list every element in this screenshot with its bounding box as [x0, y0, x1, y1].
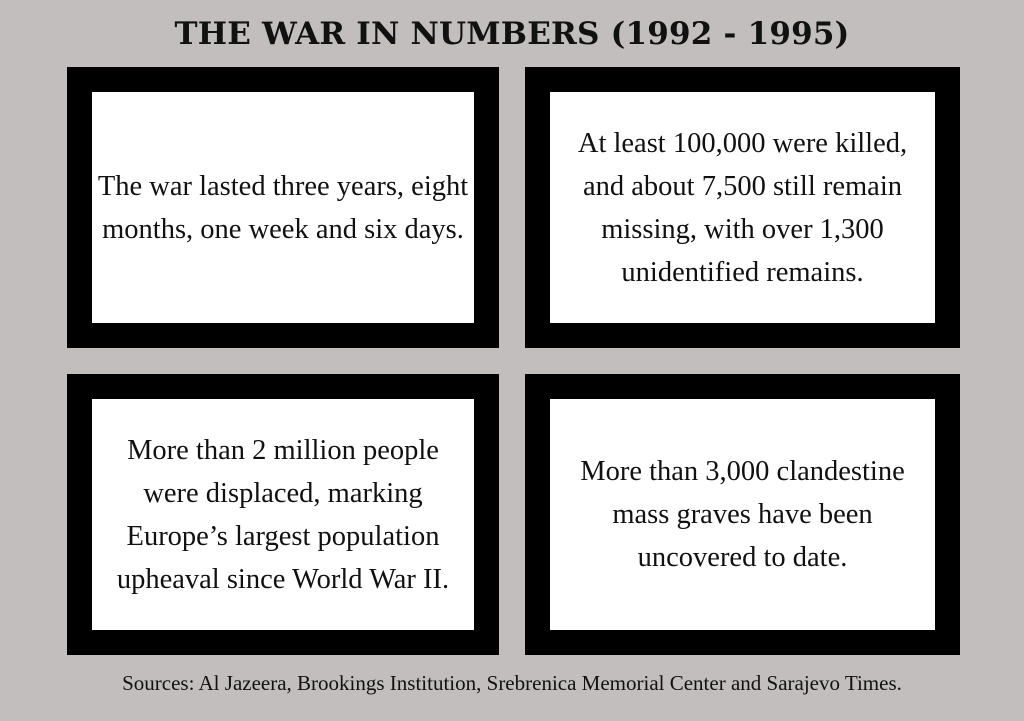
stat-card-text: More than 3,000 clandestine mass graves have been uncovered to date.	[580, 456, 905, 573]
sources-caption: Sources: Al Jazeera, Brookings Institution, Srebrenica Memorial Center and Sarajevo Times.	[122, 671, 902, 695]
stat-card-text: The war lasted three years, eight months, one week and six days.	[97, 170, 469, 245]
stat-card-panel	[92, 399, 474, 630]
stat-card-mass-graves	[525, 374, 960, 655]
stat-card-panel	[550, 399, 935, 630]
stat-card-displaced	[67, 374, 499, 655]
stat-card-text: More than 2 million people were displaced, marking Europe’s largest population upheaval since World War II.	[116, 434, 450, 595]
stat-card-text: At least 100,000 were killed, and about 7,500 still remain missing, with over 1,300 unidentified remains.	[577, 127, 908, 288]
stat-card-panel	[550, 92, 935, 323]
stat-card-duration	[67, 67, 499, 348]
stat-card-panel	[92, 92, 474, 323]
stat-card-casualties	[525, 67, 960, 348]
page-title: THE WAR IN NUMBERS (1992 - 1995)	[174, 16, 850, 52]
